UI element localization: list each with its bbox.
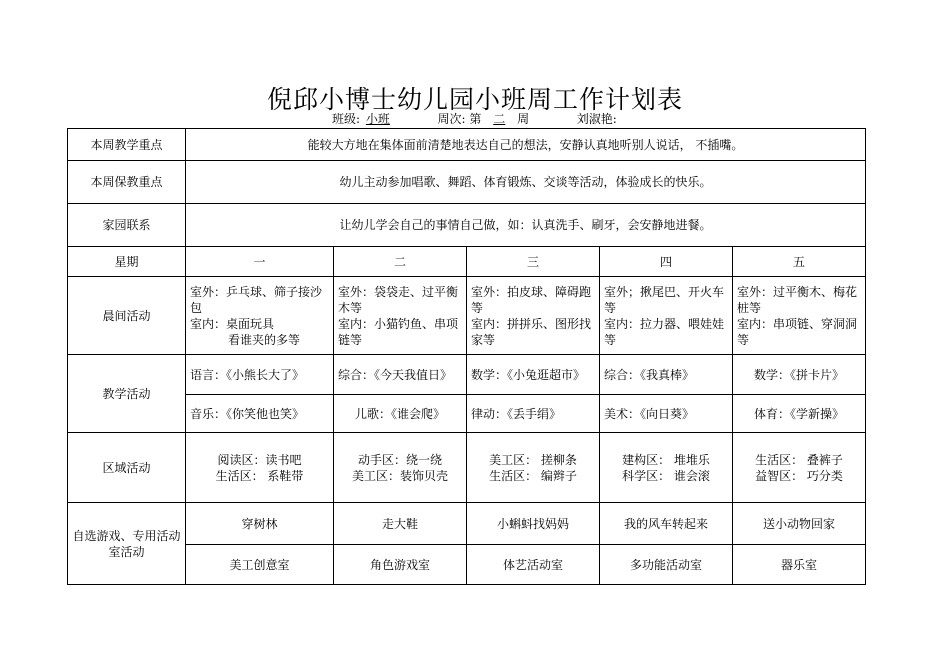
morning-3-indoor: 室内：拼拼乐、图形找家等 — [471, 316, 592, 347]
games-row-1 — [68, 503, 866, 545]
morning-cell-1 — [186, 277, 334, 355]
morning-cell-2 — [334, 277, 467, 355]
morning-label: 晨间活动 — [68, 277, 186, 355]
games-2-2: 角色游戏室 — [334, 545, 467, 585]
class-label: 班级: — [332, 112, 361, 126]
home-contact-label: 家园联系 — [68, 204, 186, 247]
teach-focus-text: 能较大方地在集体面前清楚地表达自己的想法，安静认真地听别人说话， 不插嘴。 — [186, 129, 866, 161]
area-label: 区域活动 — [68, 433, 186, 503]
area-cell-4: 建构区： 堆堆乐 科学区： 谁会滚 — [600, 433, 733, 503]
games-2-1: 美工创意室 — [186, 545, 334, 585]
games-2-3: 体艺活动室 — [467, 545, 600, 585]
morning-1-indoor-extra: 看谁夹的多等 — [228, 332, 301, 347]
teach-focus-row — [68, 129, 866, 161]
teaching-1-2: 综合：《今天我值日》 — [334, 355, 467, 395]
morning-5-indoor: 室内：串项链、穿洞洞等 — [737, 316, 858, 347]
games-1-4: 我的风车转起来 — [600, 503, 733, 545]
morning-1-outdoor: 室外：乒乓球、筛子接沙包 — [190, 284, 323, 315]
teaching-row-2 — [68, 395, 866, 433]
home-contact-text: 让幼儿学会自己的事情自己做，如：认真洗手、刷牙，会安静地进餐。 — [186, 204, 866, 247]
morning-row — [68, 277, 866, 355]
area-cell-2: 动手区：绕一绕 美工区：装饰贝壳 — [334, 433, 467, 503]
games-1-2: 走大鞋 — [334, 503, 467, 545]
week-value: 二 — [493, 112, 506, 126]
weekday-2: 二 — [334, 247, 467, 277]
teaching-1-3: 数学：《小兔逛超市》 — [467, 355, 600, 395]
teaching-2-5: 体育：《学新操》 — [733, 395, 866, 433]
teaching-2-3: 律动：《丢手绢》 — [467, 395, 600, 433]
week-label: 周次: 第 — [437, 112, 482, 126]
area-cell-5: 生活区： 叠裤子 益智区： 巧分类 — [733, 433, 866, 503]
morning-4-indoor: 室内：拉力器、喂娃娃等 — [604, 316, 725, 347]
teaching-row-1 — [68, 355, 866, 395]
morning-1-indoor: 室内：桌面玩具 — [190, 316, 275, 331]
header-info — [332, 110, 617, 127]
class-value: 小班 — [365, 112, 390, 126]
games-1-3: 小蝌蚪找妈妈 — [467, 503, 600, 545]
area-row — [68, 433, 866, 503]
morning-2-indoor: 室内：小猫钓鱼、串项链等 — [338, 316, 459, 347]
morning-cell-3 — [467, 277, 600, 355]
morning-cell-4 — [600, 277, 733, 355]
games-1-5: 送小动物回家 — [733, 503, 866, 545]
teaching-1-5: 数学：《拼卡片》 — [733, 355, 866, 395]
teacher-name: 刘淑艳: — [576, 112, 617, 126]
teaching-2-2: 儿歌：《谁会爬》 — [334, 395, 467, 433]
games-label: 自选游戏、专用活动室活动 — [68, 503, 186, 585]
weekday-1: 一 — [186, 247, 334, 277]
weekly-plan-table — [67, 128, 866, 585]
weekday-4: 四 — [600, 247, 733, 277]
morning-3-outdoor: 室外：拍皮球、障碍跑等 — [471, 284, 592, 315]
morning-2-outdoor: 室外：袋袋走、过平衡木等 — [338, 284, 459, 315]
care-focus-row — [68, 161, 866, 204]
weekday-5: 五 — [733, 247, 866, 277]
morning-4-outdoor: 室外；揪尾巴、开火车等 — [604, 284, 725, 315]
area-cell-3: 美工区： 搓柳条 生活区： 编辫子 — [467, 433, 600, 503]
games-2-5: 器乐室 — [733, 545, 866, 585]
care-focus-label: 本周保教重点 — [68, 161, 186, 204]
weekday-3: 三 — [467, 247, 600, 277]
teaching-1-1: 语言：《小熊长大了》 — [186, 355, 334, 395]
teaching-label: 教学活动 — [68, 355, 186, 433]
week-suffix: 周 — [517, 112, 530, 126]
home-contact-row — [68, 204, 866, 247]
games-1-1: 穿树林 — [186, 503, 334, 545]
morning-5-outdoor: 室外：过平衡木、梅花桩等 — [737, 284, 858, 315]
teach-focus-label: 本周教学重点 — [68, 129, 186, 161]
teaching-1-4: 综合：《我真棒》 — [600, 355, 733, 395]
weekday-row — [68, 247, 866, 277]
teaching-2-1: 音乐：《你笑他也笑》 — [186, 395, 334, 433]
teaching-2-4: 美术：《向日葵》 — [600, 395, 733, 433]
games-2-4: 多功能活动室 — [600, 545, 733, 585]
morning-cell-5 — [733, 277, 866, 355]
care-focus-text: 幼儿主动参加唱歌、舞蹈、体育锻炼、交谈等活动，体验成长的快乐。 — [186, 161, 866, 204]
weekday-label: 星期 — [68, 247, 186, 277]
page-title: 倪邱小博士幼儿园小班周工作计划表 — [266, 85, 683, 114]
games-row-2 — [68, 545, 866, 585]
area-cell-1: 阅读区：读书吧 生活区： 系鞋带 — [186, 433, 334, 503]
